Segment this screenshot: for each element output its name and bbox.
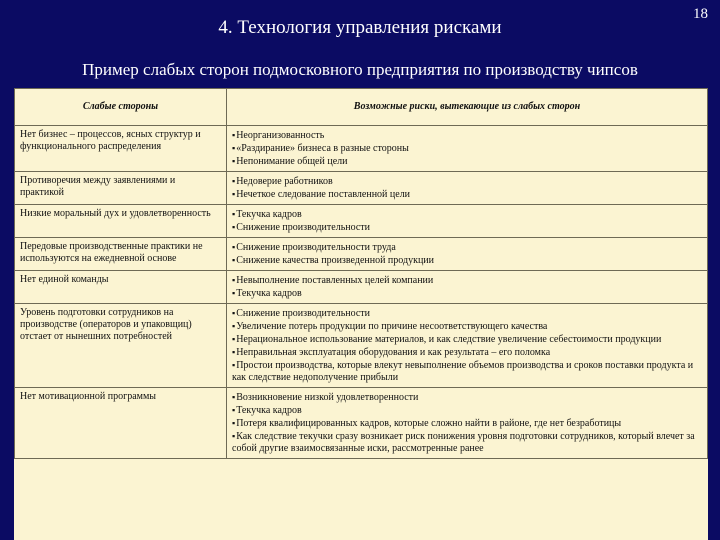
table-row xyxy=(15,388,708,459)
risk-item: ▪ Снижение производительности труда xyxy=(232,241,702,254)
risk-item: ▪ Увеличение потерь продукции по причине несоответствующего качества xyxy=(232,320,702,333)
weakness-cell: Нет мотивационной программы xyxy=(15,388,227,459)
table-row xyxy=(15,205,708,238)
risk-item: ▪ Неправильная эксплуатация оборудования и как результата – его поломка xyxy=(232,346,702,359)
risks-cell xyxy=(227,304,708,388)
table-row xyxy=(15,172,708,205)
risk-item: ▪ Потеря квалифицированных кадров, которые сложно найти в районе, где нет безработицы xyxy=(232,417,702,430)
weakness-cell: Нет бизнес – процессов, ясных структур и функционального распределения xyxy=(15,126,227,172)
risk-item: ▪ Нерациональное использование материалов, и как следствие увеличение себестоимости продукции xyxy=(232,333,702,346)
risk-item: ▪ Снижение производительности xyxy=(232,307,702,320)
header-weaknesses: Слабые стороны xyxy=(15,89,227,126)
table-row xyxy=(15,304,708,388)
risk-item: ▪ Возникновение низкой удовлетворенности xyxy=(232,391,702,404)
risk-item: ▪ Неорганизованность xyxy=(232,129,702,142)
risk-item: ▪ Текучка кадров xyxy=(232,404,702,417)
risk-item: ▪ Снижение производительности xyxy=(232,221,702,234)
slide-subtitle: Пример слабых сторон подмосковного предприятия по производству чипсов xyxy=(82,60,638,79)
risks-cell xyxy=(227,271,708,304)
risks-cell xyxy=(227,126,708,172)
risk-table-container xyxy=(14,88,708,540)
risk-item: ▪ Текучка кадров xyxy=(232,208,702,221)
table-row xyxy=(15,271,708,304)
table-row xyxy=(15,238,708,271)
table-header-row xyxy=(15,89,708,126)
risk-item: ▪ Недоверие работников xyxy=(232,175,702,188)
table-body xyxy=(15,126,708,459)
weakness-cell: Противоречия между заявлениями и практикой xyxy=(15,172,227,205)
weakness-cell: Низкие моральный дух и удовлетворенность xyxy=(15,205,227,238)
risks-cell xyxy=(227,238,708,271)
risk-item: ▪ Снижение качества произведенной продукции xyxy=(232,254,702,267)
risk-item: ▪ Непонимание общей цели xyxy=(232,155,702,168)
weakness-cell: Уровень подготовки сотрудников на производстве (операторов и упаковщиц) отстает от нынешних потребностей xyxy=(15,304,227,388)
slide-title: 4. Технология управления рисками xyxy=(218,17,502,38)
weakness-cell: Передовые производственные практики не используются на ежедневной основе xyxy=(15,238,227,271)
risk-item: ▪ Текучка кадров xyxy=(232,287,702,300)
weakness-risk-table xyxy=(14,88,708,459)
header-risks: Возможные риски, вытекающие из слабых сторон xyxy=(227,89,708,126)
risk-item: ▪ «Раздирание» бизнеса в разные стороны xyxy=(232,142,702,155)
page-number: 18 xyxy=(693,6,708,22)
table-row xyxy=(15,126,708,172)
risk-item: ▪ Нечеткое следование поставленной цели xyxy=(232,188,702,201)
risk-item: ▪ Как следствие текучки сразу возникает риск понижения уровня подготовки сотрудников, который влечет за собой другие взаимосвязанные иски, рассмотренные ранее xyxy=(232,430,702,455)
risk-item: ▪ Невыполнение поставленных целей компании xyxy=(232,274,702,287)
weakness-cell: Нет единой команды xyxy=(15,271,227,304)
risks-cell xyxy=(227,205,708,238)
risk-item: ▪ Простои производства, которые влекут невыполнение объемов производства и сроков поставки продукта и как следствие недополучение прибыли xyxy=(232,359,702,384)
risks-cell xyxy=(227,388,708,459)
risks-cell xyxy=(227,172,708,205)
